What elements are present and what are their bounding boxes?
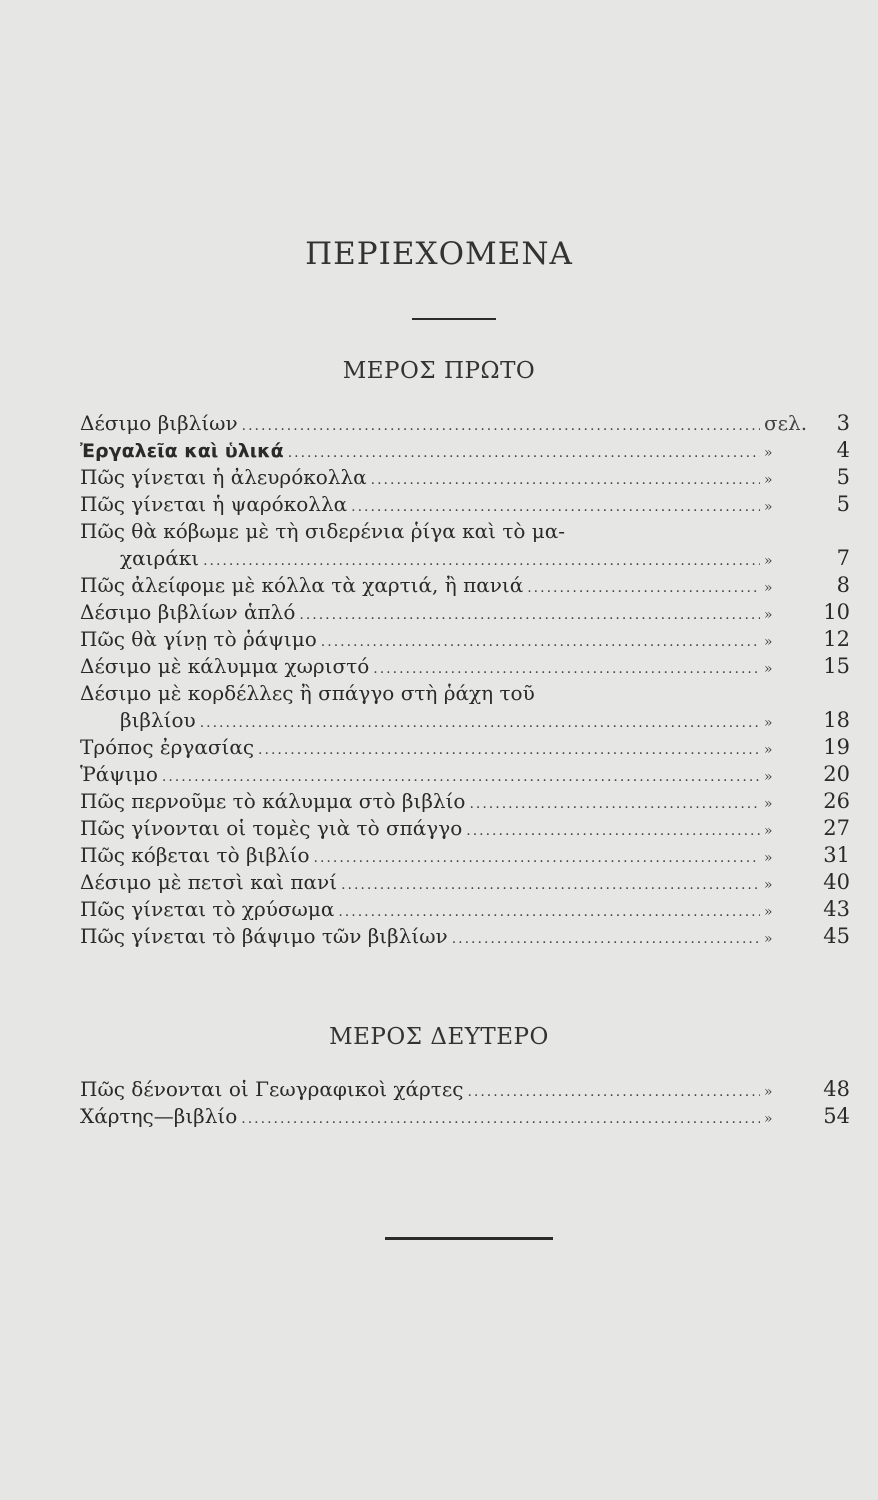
page-marker: »	[764, 796, 773, 812]
dot-leader	[200, 710, 760, 737]
toc-entry-text: Πῶς γίνεται ἡ ψαρόκολλα	[80, 492, 348, 516]
page-number: 45	[823, 924, 850, 948]
page-marker: »	[764, 580, 773, 596]
toc-entry-text: Δέσιμο μὲ κορδέλλες ἢ σπάγγο στὴ ῥάχη τοῦ	[80, 681, 535, 705]
toc-entry-text: Πῶς κόβεται τὸ βιβλίο	[80, 843, 310, 867]
toc-entry-text: Τρόπος ἐργασίας	[80, 735, 255, 759]
page-marker: »	[764, 850, 773, 866]
page-marker: »	[764, 607, 773, 623]
page-marker: »	[764, 499, 773, 515]
toc-entry-text: βιβλίου	[120, 708, 196, 732]
page-marker: »	[764, 823, 773, 839]
toc-entry-text: Πῶς γίνεται τὸ χρύσωμα	[80, 897, 335, 921]
toc-entry-line	[80, 680, 850, 707]
toc-entry	[80, 491, 850, 518]
page-marker: σελ.	[764, 411, 808, 435]
page-number: 8	[836, 573, 850, 597]
dot-leader	[466, 818, 760, 845]
toc-entry	[80, 545, 850, 572]
part2-toc	[80, 1076, 850, 1130]
toc-entry	[80, 761, 850, 788]
part1-toc	[80, 410, 850, 950]
page-title: ΠΕΡΙΕΧΟΜΕΝΑ	[305, 236, 573, 272]
toc-entry	[80, 869, 850, 896]
page-marker: »	[764, 1084, 773, 1100]
toc-entry-text: Πῶς γίνεται τὸ βάψιμο τῶν βιβλίων	[80, 924, 448, 948]
page-marker: »	[764, 931, 773, 947]
toc-entry	[80, 464, 850, 491]
dot-leader	[371, 467, 760, 494]
toc-entry	[80, 653, 850, 680]
dot-leader	[162, 764, 760, 791]
toc-entry	[80, 1103, 850, 1130]
toc-entry	[80, 842, 850, 869]
toc-entry-text: Χάρτης—βιβλίο	[80, 1104, 238, 1128]
dot-leader	[469, 791, 760, 818]
page-number: 5	[836, 465, 850, 489]
page-number: 48	[823, 1077, 850, 1101]
page-number: 31	[823, 843, 850, 867]
page-marker: »	[764, 742, 773, 758]
toc-entry-text: Πῶς θὰ κόβωμε μὲ τὴ σιδερένια ῥίγα καὶ τὸ μα-	[80, 519, 566, 543]
dot-leader	[321, 629, 760, 656]
page-marker: »	[764, 904, 773, 920]
toc-entry-text: Δέσιμο μὲ κάλυμμα χωριστό	[80, 654, 370, 678]
page-number: 20	[823, 762, 850, 786]
page-number: 54	[823, 1104, 850, 1128]
toc-entry	[80, 626, 850, 653]
page-number: 43	[823, 897, 850, 921]
page-number: 19	[823, 735, 850, 759]
toc-entry-text: Πῶς γίνονται οἱ τομὲς γιὰ τὸ σπάγγο	[80, 816, 463, 840]
page-number: 5	[836, 492, 850, 516]
page-number: 26	[823, 789, 850, 813]
toc-entry-text: Δέσιμο βιβλίων	[80, 411, 238, 435]
toc-entry-text: Πῶς περνοῦμε τὸ κάλυμμα στὸ βιβλίο	[80, 789, 466, 813]
dot-leader	[203, 548, 760, 575]
toc-entry	[80, 410, 850, 437]
page-number: 15	[823, 654, 850, 678]
toc-entry-text: Ῥάψιμο	[80, 762, 158, 786]
toc-entry	[80, 599, 850, 626]
closing-rule	[385, 1237, 553, 1240]
part2-heading: ΜΕΡΟΣ ΔΕΥΤΕΡΟ	[329, 1024, 549, 1050]
page-marker: »	[764, 472, 773, 488]
dot-leader	[527, 575, 760, 602]
dot-leader	[338, 899, 760, 926]
toc-entry	[80, 923, 850, 950]
toc-entry-line	[80, 518, 850, 545]
dot-leader	[299, 602, 760, 629]
page-marker: »	[764, 661, 773, 677]
toc-entry-text: Ἐργαλεῖα καὶ ὑλικά	[80, 440, 284, 462]
page-marker: »	[764, 877, 773, 893]
page-number: 4	[836, 438, 850, 462]
toc-entry	[80, 1076, 850, 1103]
page-marker: »	[764, 715, 773, 731]
dot-leader	[288, 440, 760, 467]
page-marker: »	[764, 553, 773, 569]
page-number: 18	[823, 708, 850, 732]
dot-leader	[467, 1079, 760, 1106]
page-number: 40	[823, 870, 850, 894]
page-number: 10	[823, 600, 850, 624]
toc-entry-text: Πῶς ἀλείφομε μὲ κόλλα τὰ χαρτιά, ἢ πανιά	[80, 573, 524, 597]
title-rule	[412, 318, 496, 320]
toc-entry	[80, 437, 850, 464]
toc-entry-text: Δέσιμο βιβλίων ἁπλό	[80, 600, 296, 624]
toc-entry	[80, 734, 850, 761]
dot-leader	[242, 413, 760, 440]
page-marker: »	[764, 634, 773, 650]
toc-entry	[80, 707, 850, 734]
toc-entry	[80, 572, 850, 599]
toc-entry	[80, 896, 850, 923]
toc-entry-text: Δέσιμο μὲ πετσὶ καὶ πανί	[80, 870, 338, 894]
toc-entry	[80, 815, 850, 842]
page-number: 7	[836, 546, 850, 570]
toc-entry-text: Πῶς δένονται οἱ Γεωγραφικοὶ χάρτες	[80, 1077, 464, 1101]
page-number: 27	[823, 816, 850, 840]
page-number: 3	[836, 411, 850, 435]
dot-leader	[373, 656, 760, 683]
toc-entry-text: Πῶς θὰ γίνῃ τὸ ῥάψιμο	[80, 627, 317, 651]
toc-entry-text: χαιράκι	[120, 546, 200, 570]
dot-leader	[314, 845, 760, 872]
page-number: 12	[823, 627, 850, 651]
dot-leader	[258, 737, 760, 764]
part1-heading: ΜΕΡΟΣ ΠΡΩΤΟ	[342, 358, 536, 384]
page-marker: »	[764, 445, 773, 461]
page-marker: »	[764, 769, 773, 785]
dot-leader	[452, 926, 760, 953]
dot-leader	[351, 494, 760, 521]
dot-leader	[241, 1106, 760, 1133]
dot-leader	[341, 872, 760, 899]
toc-entry-text: Πῶς γίνεται ἡ ἀλευρόκολλα	[80, 465, 367, 489]
page-marker: »	[764, 1111, 773, 1127]
toc-entry	[80, 788, 850, 815]
